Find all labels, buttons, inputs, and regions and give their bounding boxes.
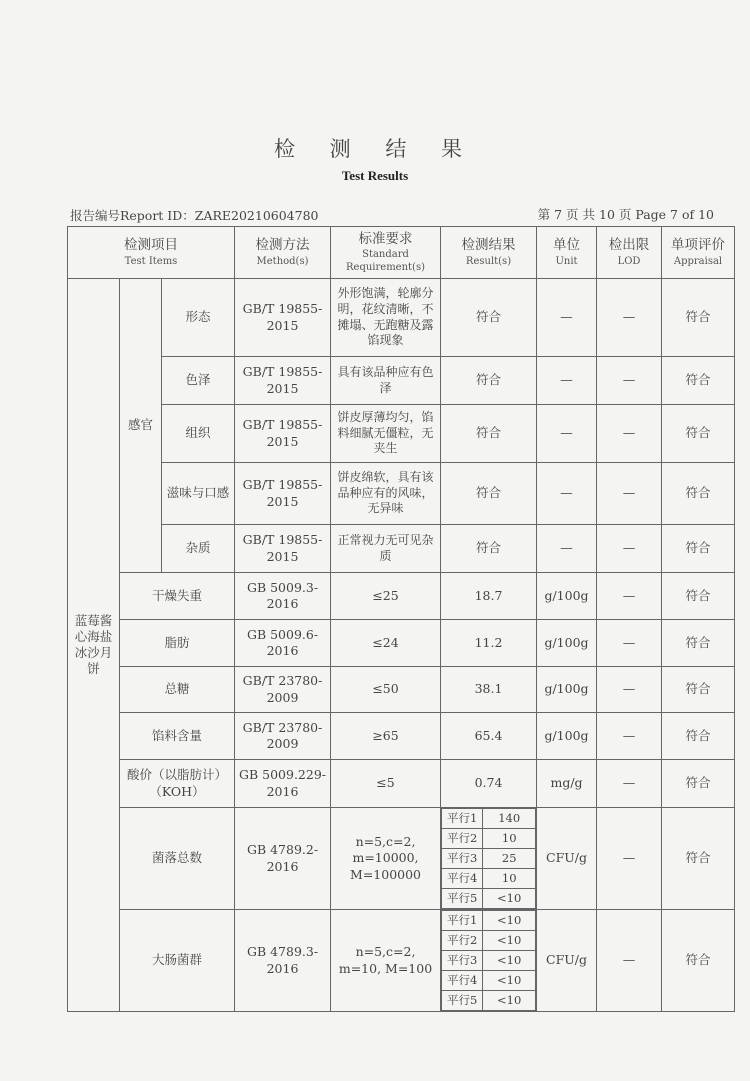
sample-name: 蓝莓酱心海盐冰沙月饼 — [68, 279, 120, 1012]
item-name: 组织 — [162, 405, 235, 463]
lod: — — [597, 713, 662, 760]
unit: g/100g — [537, 713, 597, 760]
table-header-row — [68, 227, 735, 279]
result: 18.7 — [441, 573, 537, 620]
result: 38.1 — [441, 667, 537, 713]
table-row — [68, 357, 735, 405]
requirement: n=5,c=2, m=10000, M=100000 — [331, 808, 441, 910]
item-name: 滋味与口感 — [162, 463, 235, 525]
unit: — — [537, 405, 597, 463]
sensory-group: 感官 — [120, 279, 162, 573]
unit: CFU/g — [537, 808, 597, 910]
parallel-results — [441, 910, 537, 1012]
parallel-value: <10 — [483, 931, 536, 951]
parallel-value: <10 — [483, 911, 536, 931]
lod: — — [597, 525, 662, 573]
parallel-label: 平行5 — [442, 889, 483, 909]
table-row — [68, 463, 735, 525]
item-name: 形态 — [162, 279, 235, 357]
parallel-value: <10 — [483, 991, 536, 1011]
col-header-appraisal: 单项评价 Appraisal — [662, 227, 735, 279]
col-header-items: 检测项目 Test Items — [68, 227, 235, 279]
parallel-label: 平行4 — [442, 971, 483, 991]
unit: — — [537, 525, 597, 573]
method: GB 4789.2-2016 — [235, 808, 331, 910]
lod: — — [597, 620, 662, 667]
method: GB/T 23780-2009 — [235, 713, 331, 760]
item-name: 菌落总数 — [120, 808, 235, 910]
result: 符合 — [441, 525, 537, 573]
parallel-label: 平行2 — [442, 829, 483, 849]
item-name: 色泽 — [162, 357, 235, 405]
item-name: 干燥失重 — [120, 573, 235, 620]
appraisal: 符合 — [662, 463, 735, 525]
parallel-label: 平行3 — [442, 849, 483, 869]
parallel-label: 平行1 — [442, 809, 483, 829]
method: GB 5009.229-2016 — [235, 760, 331, 808]
unit: — — [537, 279, 597, 357]
result: 65.4 — [441, 713, 537, 760]
lod: — — [597, 405, 662, 463]
method: GB 4789.3-2016 — [235, 910, 331, 1012]
unit: g/100g — [537, 620, 597, 667]
col-header-result: 检测结果 Result(s) — [441, 227, 537, 279]
parallel-label: 平行3 — [442, 951, 483, 971]
method: GB/T 19855-2015 — [235, 525, 331, 573]
requirement: ≥65 — [331, 713, 441, 760]
parallel-value: <10 — [483, 951, 536, 971]
lod: — — [597, 667, 662, 713]
appraisal: 符合 — [662, 910, 735, 1012]
result: 符合 — [441, 405, 537, 463]
requirement: ≤50 — [331, 667, 441, 713]
requirement: 饼皮绵软，具有该品种应有的风味，无异味 — [331, 463, 441, 525]
table-row — [68, 620, 735, 667]
col-header-method: 检测方法 Method(s) — [235, 227, 331, 279]
table-row — [68, 760, 735, 808]
requirement: 外形饱满，轮廓分明，花纹清晰，不摊塌、无跑糖及露馅现象 — [331, 279, 441, 357]
item-name: 馅料含量 — [120, 713, 235, 760]
requirement: ≤25 — [331, 573, 441, 620]
lod: — — [597, 760, 662, 808]
appraisal: 符合 — [662, 808, 735, 910]
appraisal: 符合 — [662, 573, 735, 620]
appraisal: 符合 — [662, 713, 735, 760]
appraisal: 符合 — [662, 279, 735, 357]
parallel-label: 平行5 — [442, 991, 483, 1011]
requirement: ≤24 — [331, 620, 441, 667]
parallel-results — [441, 808, 537, 910]
result: 符合 — [441, 357, 537, 405]
report-id: 报告编号Report ID：ZARE20210604780 — [70, 208, 319, 223]
result: 符合 — [441, 463, 537, 525]
requirement: 正常视力无可见杂质 — [331, 525, 441, 573]
parallel-value: 10 — [483, 869, 536, 889]
col-header-requirement: 标准要求 Standard Requirement(s) — [331, 227, 441, 279]
lod: — — [597, 910, 662, 1012]
parallel-value: 10 — [483, 829, 536, 849]
item-name: 大肠菌群 — [120, 910, 235, 1012]
method: GB/T 19855-2015 — [235, 405, 331, 463]
parallel-value: <10 — [483, 889, 536, 909]
appraisal: 符合 — [662, 405, 735, 463]
method: GB 5009.3-2016 — [235, 573, 331, 620]
requirement: ≤5 — [331, 760, 441, 808]
page-title-cn: 检 测 结 果 — [273, 137, 477, 161]
lod: — — [597, 573, 662, 620]
results-table — [67, 226, 735, 1012]
parallel-value: <10 — [483, 971, 536, 991]
appraisal: 符合 — [662, 667, 735, 713]
table-row — [68, 713, 735, 760]
method: GB 5009.6-2016 — [235, 620, 331, 667]
result: 0.74 — [441, 760, 537, 808]
table-row — [68, 279, 735, 357]
method: GB/T 19855-2015 — [235, 357, 331, 405]
appraisal: 符合 — [662, 620, 735, 667]
method: GB/T 19855-2015 — [235, 463, 331, 525]
lod: — — [597, 279, 662, 357]
parallel-value: 140 — [483, 809, 536, 829]
parallel-label: 平行1 — [442, 911, 483, 931]
appraisal: 符合 — [662, 760, 735, 808]
page-title-en: Test Results — [341, 168, 409, 183]
page-info: 第 7 页 共 10 页 Page 7 of 10 — [537, 207, 714, 222]
lod: — — [597, 463, 662, 525]
parallel-label: 平行4 — [442, 869, 483, 889]
item-name: 脂肪 — [120, 620, 235, 667]
result: 11.2 — [441, 620, 537, 667]
table-row — [68, 808, 735, 910]
item-name: 总糖 — [120, 667, 235, 713]
unit: CFU/g — [537, 910, 597, 1012]
appraisal: 符合 — [662, 357, 735, 405]
requirement: n=5,c=2, m=10, M=100 — [331, 910, 441, 1012]
table-row — [68, 405, 735, 463]
method: GB/T 19855-2015 — [235, 279, 331, 357]
table-row — [68, 910, 735, 1012]
requirement: 饼皮厚薄均匀，馅料细腻无僵粒，无夹生 — [331, 405, 441, 463]
col-header-unit: 单位 Unit — [537, 227, 597, 279]
table-row — [68, 573, 735, 620]
table-row — [68, 525, 735, 573]
item-name: 酸价（以脂肪计）（KOH） — [120, 760, 235, 808]
lod: — — [597, 357, 662, 405]
parallel-value: 25 — [483, 849, 536, 869]
unit: mg/g — [537, 760, 597, 808]
table-row — [68, 667, 735, 713]
unit: — — [537, 357, 597, 405]
col-header-lod: 检出限 LOD — [597, 227, 662, 279]
item-name: 杂质 — [162, 525, 235, 573]
requirement: 具有该品种应有色泽 — [331, 357, 441, 405]
unit: — — [537, 463, 597, 525]
lod: — — [597, 808, 662, 910]
appraisal: 符合 — [662, 525, 735, 573]
method: GB/T 23780-2009 — [235, 667, 331, 713]
unit: g/100g — [537, 667, 597, 713]
unit: g/100g — [537, 573, 597, 620]
result: 符合 — [441, 279, 537, 357]
parallel-label: 平行2 — [442, 931, 483, 951]
